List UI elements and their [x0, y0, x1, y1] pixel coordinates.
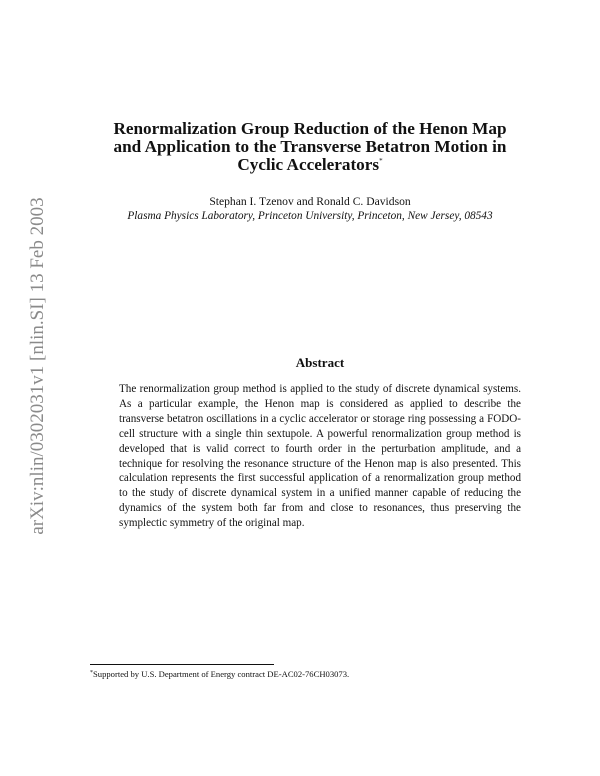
- arxiv-identifier-stamp: arXiv:nlin/0302031v1 [nlin.SI] 13 Feb 2003: [27, 197, 48, 535]
- title-line: and Application to the Transverse Betatron Motion in: [113, 137, 507, 156]
- title-footnote-mark: *: [379, 157, 383, 165]
- author-list: Stephan I. Tzenov and Ronald C. Davidson: [209, 195, 411, 208]
- footnote-divider: [90, 664, 274, 665]
- title-line: Renormalization Group Reduction of the Henon Map: [113, 119, 507, 138]
- abstract-text: The renormalization group method is applied to the study of discrete dynamical systems. As a particular example, the Henon map is considered as applied to describe the transverse betatron oscillations in a cyclic accelerator or storage ring possessing a FODO-cell structure with a single thin sextupole. A powerful renormalization group method is developed that is valid correct to fourth order in the perturbation amplitude, and a technique for resolving the resonance structure of the Henon map is also presented. This calculation represents the first successful application of a renormalization group method to the study of discrete dynamical system in a unified manner capable of reducing the dynamics of the system both far from and close to resonances, thus preserving the symplectic symmetry of the original map.: [119, 383, 521, 530]
- title-line: Cyclic Accelerators: [237, 155, 380, 174]
- author-affiliation: Plasma Physics Laboratory, Princeton University, Princeton, New Jersey, 08543: [127, 210, 493, 222]
- footnote-text: Supported by U.S. Department of Energy contract DE-AC02-76CH03073.: [93, 669, 350, 679]
- footnote: [90, 669, 550, 679]
- paper-title: [70, 120, 550, 174]
- abstract-heading: Abstract: [295, 355, 345, 370]
- footnote-mark: *: [90, 670, 93, 676]
